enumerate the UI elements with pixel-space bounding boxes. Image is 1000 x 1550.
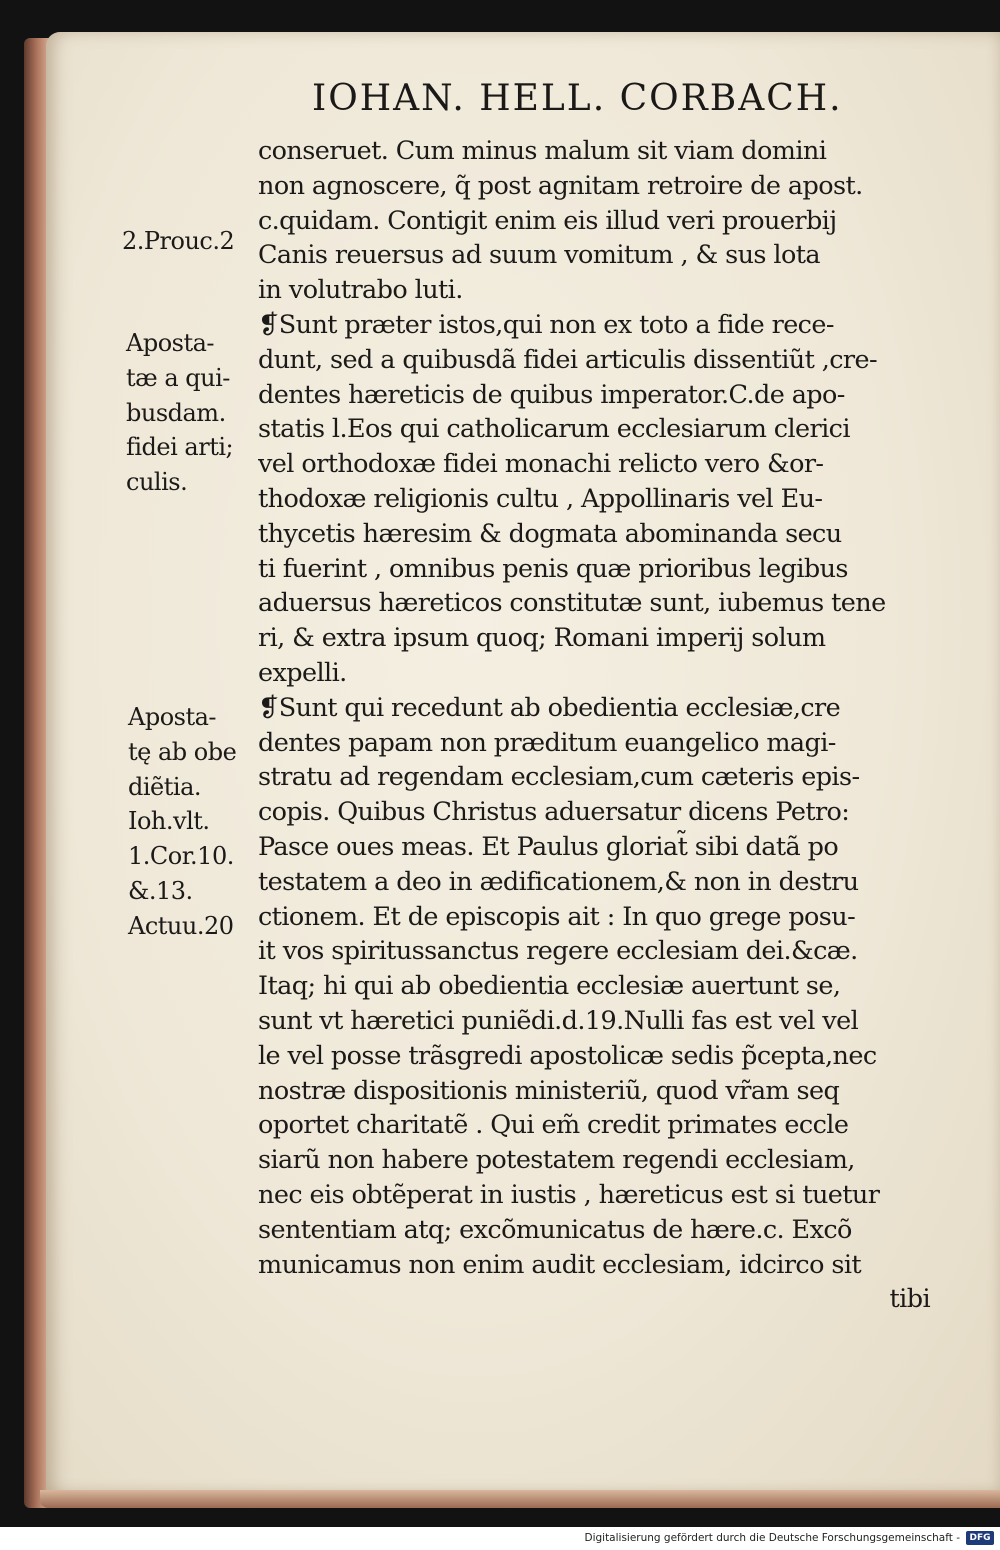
margin-note-apostatae-obedience [128, 700, 236, 944]
text-line: ❡Sunt præter istos,qui non ex toto a fide rece- [258, 309, 834, 340]
margin-note-apostatae-articles [126, 326, 233, 500]
margin-note-line: culis. [126, 468, 188, 497]
text-line: aduersus hæreticos constitutæ sunt, iubemus tene [258, 588, 886, 619]
margin-note-line: busdam. [126, 398, 226, 427]
margin-note-line: tæ a qui- [126, 363, 230, 392]
text-line: nec eis obtẽperat in iustis , hæreticus est si tuetur [258, 1179, 880, 1210]
margin-note-line: 1.Cor.10. [128, 842, 234, 871]
text-line: Pasce oues meas. Et Paulus gloriat̃ sibi datã po [258, 831, 839, 862]
margin-note-line: Ioh.vlt. [128, 807, 210, 836]
text-line: nostræ dispositionis ministeriũ, quod vr̃am seq [258, 1075, 840, 1106]
text-line: sunt vt hæretici puniẽdi.d.19.Nulli fas est vel vel [258, 1005, 859, 1036]
margin-note-line: &.13. [128, 876, 193, 905]
page-bottom-edge [40, 1490, 1000, 1508]
funding-credit: Digitalisierung gefördert durch die Deutsche Forschungsgemeinschaft - [584, 1532, 960, 1544]
text-line: dunt, sed a quibusdã fidei articulis dissentiũt ,cre- [258, 344, 878, 375]
text-line: oportet charitatẽ . Qui em̃ credit primates eccle [258, 1110, 849, 1141]
margin-note-line: tę ab obe [128, 737, 237, 766]
text-line: non agnoscere, q̃ post agnitam retroire de apost. [258, 170, 863, 201]
text-line: vel orthodoxæ fidei monachi relicto vero &or- [258, 449, 824, 480]
footer-bar [0, 1527, 1000, 1550]
text-line: Canis reuersus ad suum vomitum , & sus lota [258, 240, 820, 271]
text-line: Itaq; hi qui ab obedientia ecclesiæ auertunt se, [258, 971, 841, 1002]
catchword: tibi [889, 1284, 930, 1315]
text-line: ri, & extra ipsum quoq; Romani imperij solum [258, 623, 826, 654]
text-line: sententiam atq; excõmunicatus de hære.c. Excõ [258, 1214, 852, 1245]
running-title: IOHAN. HELL. CORBACH. [312, 78, 843, 119]
body-text [258, 134, 938, 1317]
text-line: le vel posse trãsgredi apostolicæ sedis p̃cepta,nec [258, 1040, 877, 1071]
margin-note-line: diẽtia. [128, 772, 201, 801]
margin-note-line: Aposta- [128, 703, 217, 731]
text-line: it vos spiritussanctus regere ecclesiam dei.&cæ. [258, 936, 858, 967]
text-line: c.quidam. Contigit enim eis illud veri prouerbij [258, 205, 837, 236]
text-line: ti fuerint , omnibus penis quæ prioribus legibus [258, 553, 848, 584]
margin-note-proverbs [122, 224, 234, 259]
margin-note-line: fidei arti; [126, 433, 234, 462]
text-line: thodoxæ religionis cultu , Appollinaris vel Eu- [258, 483, 823, 514]
text-line: testatem a deo in ædificationem,& non in destru [258, 866, 859, 897]
text-line: ❡Sunt qui recedunt ab obedientia ecclesiæ,cre [258, 692, 841, 723]
dfg-logo: DFG [966, 1531, 994, 1545]
margin-note-line: 2.Prouc.2 [122, 227, 235, 255]
text-line: stratu ad regendam ecclesiam,cum cæteris epis- [258, 762, 860, 793]
text-line: ctionem. Et de episcopis ait : In quo grege posu- [258, 901, 856, 932]
margin-note-line: Actuu.20 [128, 911, 234, 940]
text-line: in volutrabo luti. [258, 275, 463, 306]
text-line: siarũ non habere potestatem regendi ecclesiam, [258, 1145, 855, 1176]
text-line: thycetis hæresim & dogmata abominanda secu [258, 518, 842, 549]
text-line: dentes papam non præditum euangelico magi- [258, 727, 836, 758]
text-line: conseruet. Cum minus malum sit viam domini [258, 136, 827, 166]
text-line: statis l.Eos qui catholicarum ecclesiarum clerici [258, 414, 850, 445]
text-line: dentes hæreticis de quibus imperator.C.de apo- [258, 379, 845, 410]
text-line: copis. Quibus Christus aduersatur dicens Petro: [258, 797, 850, 828]
text-line: expelli. [258, 657, 347, 688]
margin-note-line: Aposta- [126, 329, 215, 357]
text-line: municamus non enim audit ecclesiam, idcirco sit [258, 1249, 862, 1280]
